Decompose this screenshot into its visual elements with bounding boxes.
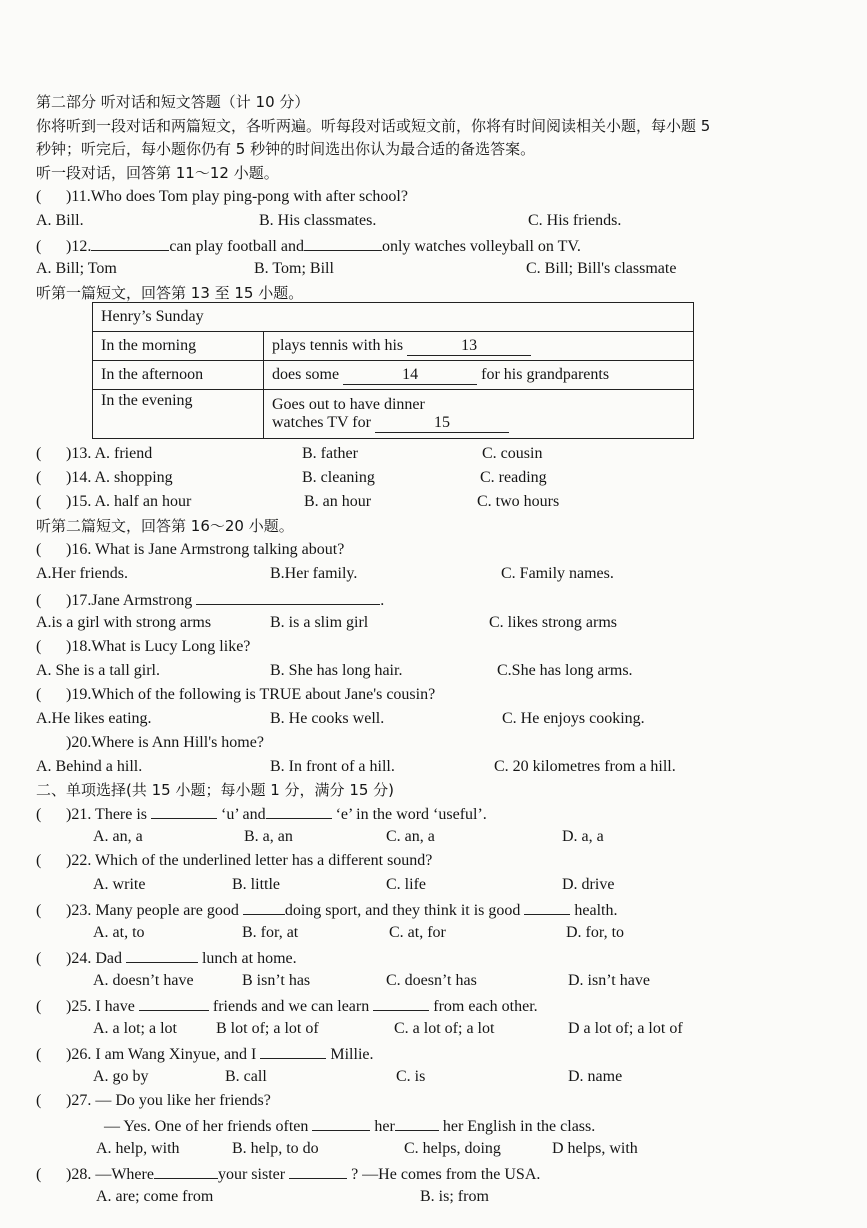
table-row-label: In the evening (93, 390, 264, 439)
question-23: ( )23. Many people are good doing sport, and they think it is good health. (36, 898, 617, 922)
option-a: A.is a girl with strong arms (36, 614, 212, 631)
option-b: B. for, at (242, 924, 299, 941)
question-13: ( )13. A. friend (36, 445, 153, 462)
table-row-label: In the morning (93, 332, 264, 361)
option-a: A. She is a tall girl. (36, 662, 160, 679)
option-b: B. Tom; Bill (254, 260, 334, 277)
table-cell: plays tennis with his 13 (264, 332, 694, 361)
question-18: ( )18.What is Lucy Long like? (36, 638, 251, 655)
option-c: C. likes strong arms (489, 614, 617, 631)
option-d: D. drive (562, 876, 615, 893)
question-20: )20.Where is Ann Hill's home? (66, 734, 264, 751)
option-c: C. doesn’t has (386, 972, 477, 989)
instructions-line-2: 秒钟；听完后，每小题你仍有 5 秒钟的时间选出你认为最合适的备选答案。 (36, 140, 536, 158)
section-title: 二、单项选择(共 15 小题；每小题 1 分，满分 15 分) (36, 781, 395, 799)
option-c: C. at, for (389, 924, 446, 941)
option-d: D helps, with (552, 1140, 638, 1157)
option-c: C. helps, doing (404, 1140, 501, 1157)
option-b: B isn’t has (242, 972, 311, 989)
option-b: B. a, an (244, 828, 293, 845)
option-d: D. isn’t have (568, 972, 650, 989)
option-b: B. He cooks well. (270, 710, 385, 727)
question-14: ( )14. A. shopping (36, 469, 173, 486)
subsection-heading: 听第一篇短文，回答第 13 至 15 小题。 (36, 284, 304, 302)
option-a: A. at, to (93, 924, 145, 941)
option-b: B. is a slim girl (270, 614, 369, 631)
option-b: B. She has long hair. (270, 662, 403, 679)
option-b: B. call (225, 1068, 267, 1085)
option-a: A. Bill. (36, 212, 84, 229)
option-c: C. He enjoys cooking. (502, 710, 645, 727)
question-11: ( )11.Who does Tom play ping-pong with after school? (36, 188, 408, 205)
subsection-heading: 听一段对话，回答第 11～12 小题。 (36, 164, 279, 182)
question-24: ( )24. Dad lunch at home. (36, 946, 297, 970)
option-c: C. is (396, 1068, 426, 1085)
question-26: ( )26. I am Wang Xinyue, and I Millie. (36, 1042, 373, 1066)
table-row-label: In the afternoon (93, 361, 264, 390)
blank-15: 15 (375, 414, 509, 433)
option-b: B. cleaning (302, 469, 375, 486)
blank-14: 14 (343, 366, 477, 385)
option-a: A. are; come from (96, 1188, 214, 1205)
question-21: ( )21. There is ‘u’ and ‘e’ in the word ‘useful’. (36, 802, 487, 826)
section-title: 第二部分 听对话和短文答题（计 10 分） (36, 93, 310, 111)
question-15: ( )15. A. half an hour (36, 493, 192, 510)
option-c: C. His friends. (528, 212, 622, 229)
option-a: A. doesn’t have (93, 972, 194, 989)
option-c: C. reading (480, 469, 547, 486)
option-a: A. an, a (93, 828, 143, 845)
option-b: B. help, to do (232, 1140, 319, 1157)
option-b: B lot of; a lot of (216, 1020, 319, 1037)
subsection-heading: 听第二篇短文，回答第 16～20 小题。 (36, 517, 294, 535)
option-b: B. little (232, 876, 280, 893)
blank-13: 13 (407, 337, 531, 356)
option-c: C. Bill; Bill's classmate (526, 260, 677, 277)
table-title: Henry’s Sunday (93, 303, 694, 332)
question-stem: )11.Who does Tom play ping-pong with after school? (66, 188, 408, 205)
option-d: D. a, a (562, 828, 604, 845)
instructions-line-1: 你将听到一段对话和两篇短文，各听两遍。听每段对话或短文前，你将有时间阅读相关小题，每小题 5 (36, 117, 711, 135)
option-c: C. life (386, 876, 426, 893)
option-c: C. a lot of; a lot (394, 1020, 495, 1037)
option-a: A. Bill; Tom (36, 260, 117, 277)
table-cell: Goes out to have dinner watches TV for 15 (264, 390, 694, 439)
option-b: B. In front of a hill. (270, 758, 395, 775)
option-c: C. Family names. (501, 565, 614, 582)
question-27-line-2: — Yes. One of her friends often her her English in the class. (104, 1114, 595, 1138)
question-28: ( )28. —Where your sister ? —He comes from the USA. (36, 1162, 540, 1186)
option-b: B. an hour (304, 493, 372, 510)
option-a: A. help, with (96, 1140, 180, 1157)
question-25: ( )25. I have friends and we can learn from each other. (36, 994, 538, 1018)
question-16: ( )16. What is Jane Armstrong talking about? (36, 541, 345, 558)
question-27: ( )27. — Do you like her friends? (36, 1092, 271, 1109)
option-a: A.Her friends. (36, 565, 128, 582)
option-d: D. for, to (566, 924, 625, 941)
option-a: A. go by (93, 1068, 149, 1085)
table-cell: does some 14 for his grandparents (264, 361, 694, 390)
option-c: C. cousin (482, 445, 543, 462)
henry-sunday-table (92, 302, 694, 439)
option-a: A. a lot; a lot (93, 1020, 177, 1037)
option-a: A. Behind a hill. (36, 758, 143, 775)
question-12: ( )12. can play football and only watches volleyball on TV. (36, 234, 581, 258)
question-22: ( )22. Which of the underlined letter has a different sound? (36, 852, 433, 869)
option-d: D a lot of; a lot of (568, 1020, 683, 1037)
option-b: B. is; from (420, 1188, 489, 1205)
option-b: B. father (302, 445, 358, 462)
option-d: D. name (568, 1068, 623, 1085)
option-c: C.She has long arms. (497, 662, 633, 679)
option-c: C. an, a (386, 828, 435, 845)
option-c: C. two hours (477, 493, 560, 510)
option-c: C. 20 kilometres from a hill. (494, 758, 676, 775)
option-b: B.Her family. (270, 565, 358, 582)
question-17: ( )17.Jane Armstrong . (36, 588, 384, 612)
question-19: ( )19.Which of the following is TRUE about Jane's cousin? (36, 686, 436, 703)
option-a: A. write (93, 876, 146, 893)
option-b: B. His classmates. (259, 212, 377, 229)
option-a: A.He likes eating. (36, 710, 152, 727)
